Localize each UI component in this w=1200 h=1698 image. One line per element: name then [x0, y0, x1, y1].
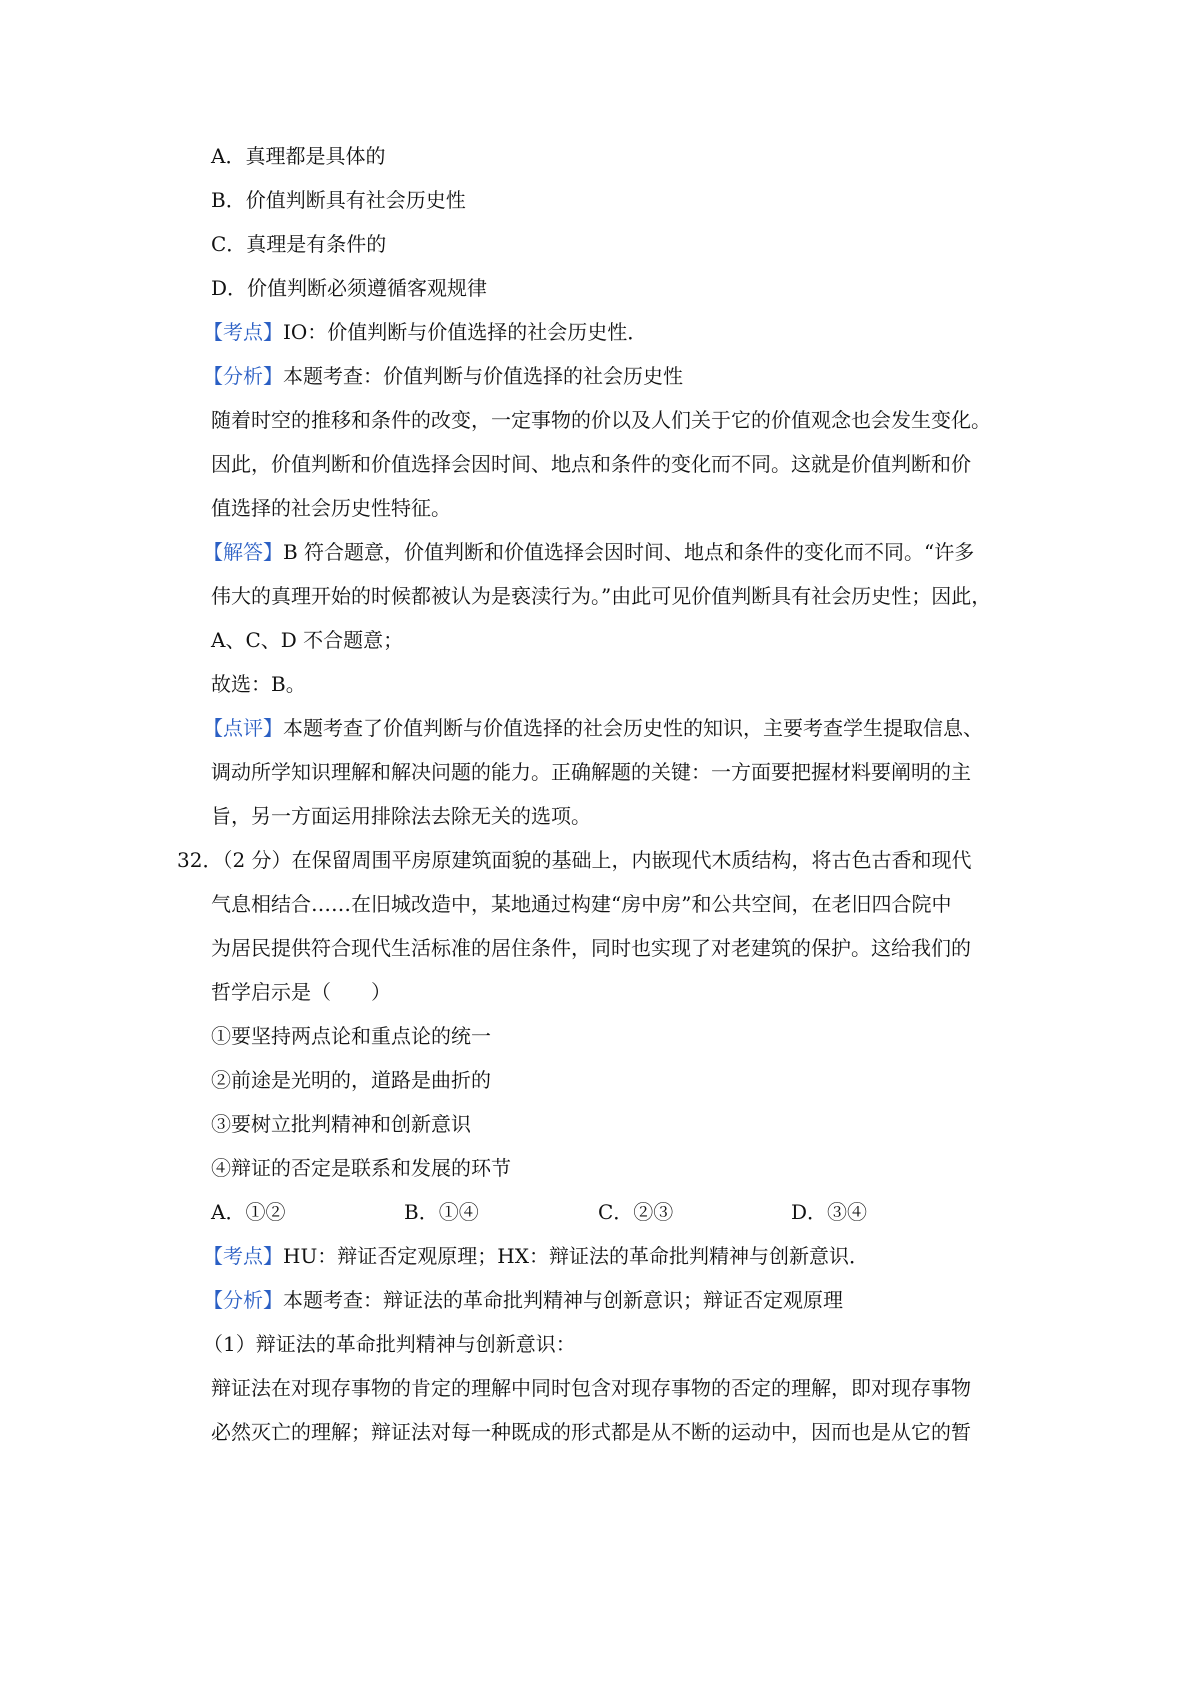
q31-jieda-line: 伟大的真理开始的时候都被认为是亵渎行为。”由此可见价值判断具有社会历史性；因此，: [211, 584, 992, 608]
q32-statement: ②前途是光明的，道路是曲折的: [211, 1068, 491, 1092]
q31-fenxi: [203, 362, 1023, 390]
q31-dianping-line: 调动所学知识理解和解决问题的能力。正确解题的关键：一方面要把握材料要阐明的主: [211, 760, 971, 784]
kaodian-tag: 【考点】: [203, 1244, 283, 1268]
q31-kaodian: [203, 318, 1023, 346]
jieda-tag: 【解答】: [203, 540, 283, 564]
q31-jieda: [203, 538, 1023, 566]
fenxi-text: 本题考查：价值判断与价值选择的社会历史性: [283, 364, 683, 388]
q32-choice-b: B．①④: [404, 1200, 479, 1224]
q32-statement: ④辩证的否定是联系和发展的环节: [211, 1156, 511, 1180]
q32-fenxi-body-line: 必然灭亡的理解；辩证法对每一种既成的形式都是从不断的运动中，因而也是从它的暂: [211, 1420, 971, 1444]
q32-stem-line: 气息相结合……在旧城改造中，某地通过构建“房中房”和公共空间，在老旧四合院中: [211, 892, 952, 916]
dianping-tag: 【点评】: [203, 716, 283, 740]
q32-stem-line: 为居民提供符合现代生活标准的居住条件，同时也实现了对老建筑的保护。这给我们的: [211, 936, 971, 960]
q31-dianping: [203, 714, 1023, 742]
q32-stem-line: 哲学启示是（ ）: [211, 980, 391, 1004]
q31-option-c: C．真理是有条件的: [211, 232, 387, 256]
fenxi-text: 本题考查：辩证法的革命批判精神与创新意识；辩证否定观原理: [283, 1288, 843, 1312]
q31-dianping-line: 旨，另一方面运用排除法去除无关的选项。: [211, 804, 591, 828]
kaodian-tag: 【考点】: [203, 320, 283, 344]
q32-fenxi: [203, 1286, 1023, 1314]
q32-choice-c: C．②③: [598, 1200, 674, 1224]
q31-fenxi-body-line: 随着时空的推移和条件的改变，一定事物的价以及人们关于它的价值观念也会发生变化。: [211, 408, 991, 432]
fenxi-tag: 【分析】: [203, 1288, 283, 1312]
q32-choice-d: D．③④: [791, 1200, 868, 1224]
q32-statement: ③要树立批判精神和创新意识: [211, 1112, 471, 1136]
q32-fenxi-body-line: （1）辩证法的革命批判精神与创新意识：: [203, 1332, 576, 1356]
q31-option-b: B．价值判断具有社会历史性: [211, 188, 466, 212]
q32-statement: ①要坚持两点论和重点论的统一: [211, 1024, 491, 1048]
q32-stem-line: 32．（2 分）在保留周围平房原建筑面貌的基础上，内嵌现代木质结构，将古色古香和现代: [177, 848, 972, 872]
q32-fenxi-body-line: 辩证法在对现存事物的肯定的理解中同时包含对现存事物的否定的理解，即对现存事物: [211, 1376, 971, 1400]
q31-fenxi-body-line: 因此，价值判断和价值选择会因时间、地点和条件的变化而不同。这就是价值判断和价: [211, 452, 971, 476]
q31-option-a: A．真理都是具体的: [211, 144, 386, 168]
q31-jieda-line: A、C、D 不合题意；: [211, 628, 404, 652]
q31-fenxi-body-line: 值选择的社会历史性特征。: [211, 496, 451, 520]
kaodian-text: HU：辩证否定观原理；HX：辩证法的革命批判精神与创新意识．: [283, 1244, 869, 1268]
dianping-text: 本题考查了价值判断与价值选择的社会历史性的知识，主要考查学生提取信息、: [283, 716, 983, 740]
jieda-text: B 符合题意，价值判断和价值选择会因时间、地点和条件的变化而不同。“许多: [283, 540, 975, 564]
q31-answer-line: 故选：B。: [211, 672, 306, 696]
kaodian-text: IO：价值判断与价值选择的社会历史性．: [283, 320, 648, 344]
fenxi-tag: 【分析】: [203, 364, 283, 388]
q31-option-d: D．价值判断必须遵循客观规律: [211, 276, 488, 300]
q32-kaodian: [203, 1242, 1023, 1270]
q32-choice-a: A．①②: [211, 1200, 286, 1224]
